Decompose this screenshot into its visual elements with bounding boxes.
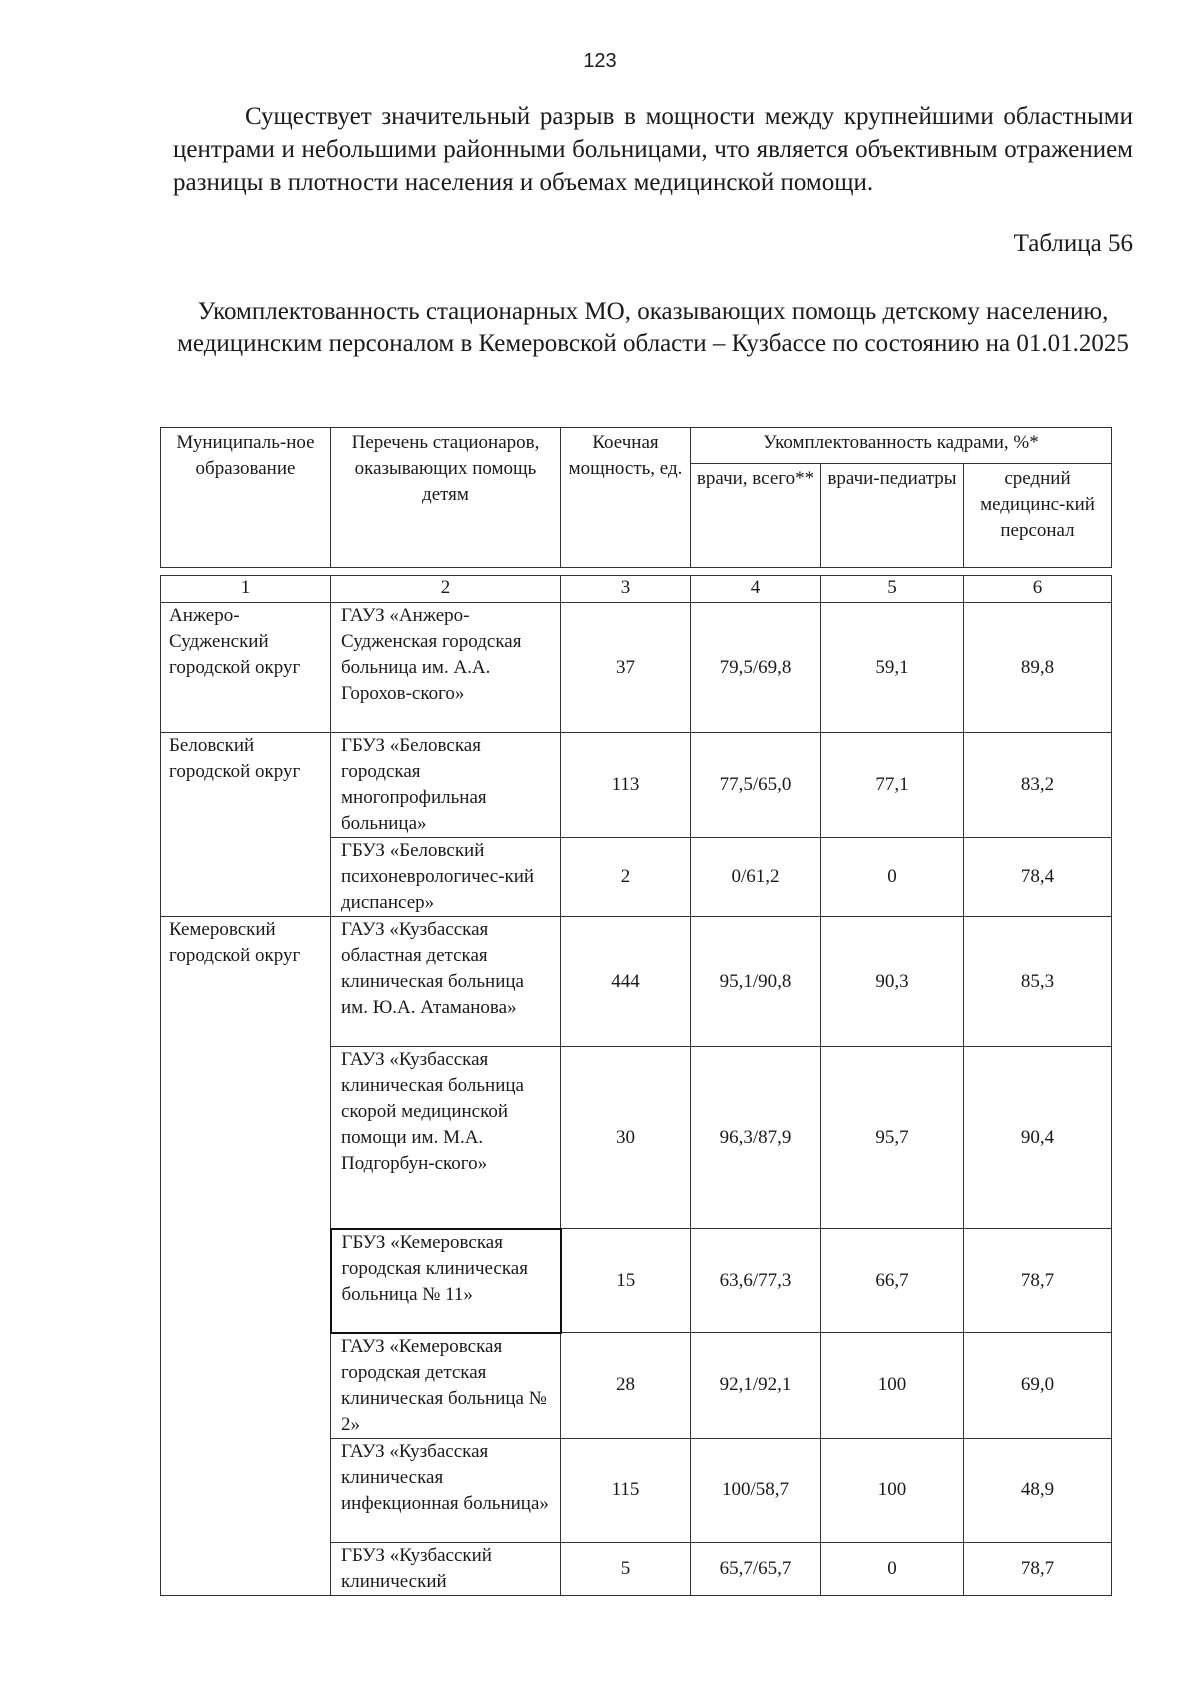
column-number: 6 <box>964 576 1112 603</box>
table-row <box>161 603 1112 733</box>
pediatricians-cell: 0 <box>821 1542 964 1595</box>
doctors-total-cell: 65,7/65,7 <box>691 1542 821 1595</box>
doctors-total-cell: 100/58,7 <box>691 1438 821 1542</box>
beds-cell: 115 <box>561 1438 691 1542</box>
page-number: 123 <box>583 50 617 72</box>
pediatricians-cell: 59,1 <box>821 603 964 733</box>
beds-cell: 15 <box>561 1229 691 1333</box>
nurses-cell: 90,4 <box>964 1047 1112 1229</box>
hospital-cell: ГБУЗ «Кемеровская городская клиническая больница № 11» <box>331 1229 561 1333</box>
column-number: 2 <box>331 576 561 603</box>
pediatricians-cell: 100 <box>821 1438 964 1542</box>
table-body <box>160 575 1112 1596</box>
hospital-cell: ГАУЗ «Кузбасская областная детская клиническая больница им. Ю.А. Атаманова» <box>331 917 561 1047</box>
nurses-cell: 78,4 <box>964 838 1112 917</box>
hospital-cell: ГБУЗ «Беловская городская многопрофильная больница» <box>331 733 561 838</box>
column-number: 1 <box>161 576 331 603</box>
table-header <box>160 427 1112 568</box>
nurses-cell: 69,0 <box>964 1333 1112 1439</box>
beds-cell: 28 <box>561 1333 691 1439</box>
nurses-cell: 85,3 <box>964 917 1112 1047</box>
pediatricians-cell: 100 <box>821 1333 964 1439</box>
nurses-cell: 83,2 <box>964 733 1112 838</box>
column-number: 5 <box>821 576 964 603</box>
municipality-cell: Анжеро-Судженский городской округ <box>161 603 331 733</box>
column-number: 3 <box>561 576 691 603</box>
nurses-cell: 48,9 <box>964 1438 1112 1542</box>
doctors-total-cell: 92,1/92,1 <box>691 1333 821 1439</box>
doctors-total-cell: 0/61,2 <box>691 838 821 917</box>
header-beds: Коечная мощность, ед. <box>561 428 691 568</box>
hospital-cell: ГАУЗ «Анжеро-Судженская городская больница им. А.А. Горохов-ского» <box>331 603 561 733</box>
hospital-cell: ГАУЗ «Кузбасская клиническая больница скорой медицинской помощи им. М.А. Подгорбун-ского» <box>331 1047 561 1229</box>
intro-paragraph: Существует значительный разрыв в мощности между крупнейшими областными центрами и небольшими районными больницами, что является объективным отражением разницы в плотности населения и объемах медицинской помощи. <box>173 103 1133 196</box>
doctors-total-cell: 96,3/87,9 <box>691 1047 821 1229</box>
header-nurses: средний медицинс-кий персонал <box>964 464 1112 568</box>
municipality-cell: Беловский городской округ <box>161 733 331 917</box>
pediatricians-cell: 90,3 <box>821 917 964 1047</box>
doctors-total-cell: 95,1/90,8 <box>691 917 821 1047</box>
nurses-cell: 89,8 <box>964 603 1112 733</box>
header-hospitals: Перечень стационаров, оказывающих помощь детям <box>331 428 561 568</box>
pediatricians-cell: 0 <box>821 838 964 917</box>
column-number: 4 <box>691 576 821 603</box>
municipality-cell: Кемеровский городской округ <box>161 917 331 1596</box>
header-staffing: Укомплектованность кадрами, %* <box>691 428 1112 464</box>
beds-cell: 5 <box>561 1542 691 1595</box>
beds-cell: 113 <box>561 733 691 838</box>
header-pediatricians: врачи-педиатры <box>821 464 964 568</box>
hospital-cell: ГБУЗ «Кузбасский клинический <box>331 1542 561 1595</box>
table-number: Таблица 56 <box>1013 230 1133 257</box>
table-title: Укомплектованность стационарных МО, оказывающих помощь детскому населению, медицинским персоналом в Кемеровской области – Кузбассе по состоянию на 01.01.2025 <box>177 298 1129 357</box>
header-doctors-total: врачи, всего** <box>691 464 821 568</box>
nurses-cell: 78,7 <box>964 1229 1112 1333</box>
table-row <box>161 733 1112 838</box>
beds-cell: 30 <box>561 1047 691 1229</box>
pediatricians-cell: 77,1 <box>821 733 964 838</box>
doctors-total-cell: 77,5/65,0 <box>691 733 821 838</box>
beds-cell: 2 <box>561 838 691 917</box>
hospital-cell: ГАУЗ «Кузбасская клиническая инфекционная больница» <box>331 1438 561 1542</box>
beds-cell: 444 <box>561 917 691 1047</box>
header-municipality: Муниципаль-ное образование <box>161 428 331 568</box>
column-numbers-row <box>161 576 1112 603</box>
doctors-total-cell: 79,5/69,8 <box>691 603 821 733</box>
pediatricians-cell: 66,7 <box>821 1229 964 1333</box>
nurses-cell: 78,7 <box>964 1542 1112 1595</box>
pediatricians-cell: 95,7 <box>821 1047 964 1229</box>
beds-cell: 37 <box>561 603 691 733</box>
hospital-cell: ГБУЗ «Беловский психоневрологичес-кий диспансер» <box>331 838 561 917</box>
hospital-cell: ГАУЗ «Кемеровская городская детская клиническая больница № 2» <box>331 1333 561 1439</box>
table-row <box>161 917 1112 1047</box>
doctors-total-cell: 63,6/77,3 <box>691 1229 821 1333</box>
